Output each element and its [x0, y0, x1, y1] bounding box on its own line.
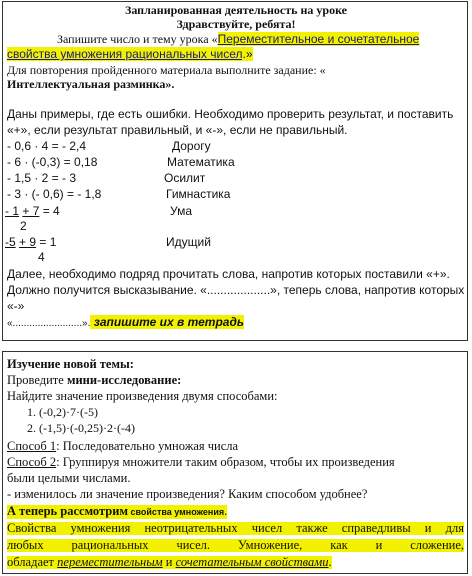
topic-title-part1: Переместительное и сочетательное — [217, 32, 420, 46]
blank-quote: «.........................». — [7, 318, 91, 329]
fraction1-plus: + 7 — [22, 204, 40, 218]
lesson-title: Запланированная деятельность на уроке — [124, 3, 348, 17]
way2-cont: были целыми числами. — [7, 471, 131, 485]
fraction-word-2: Идущий — [166, 235, 211, 249]
example-expr-4: - 3 · (- 0,6) = - 1,8 — [7, 187, 102, 201]
research-line — [7, 374, 181, 387]
review-line1: Для повторения пройденного материала выполните задание: « — [7, 63, 326, 77]
example-expr-2: - 6 · (-0,3) = 0,18 — [7, 155, 98, 169]
fraction1-denominator: 2 — [20, 219, 27, 233]
property-line3-mid: и — [162, 555, 176, 569]
question-line: - изменилось ли значение произведения? Каким способом удобнее? — [7, 487, 368, 501]
product-item-2: 2. (-1,5)·(-0,25)·2·(-4) — [27, 421, 135, 435]
topic-instruction-cont — [7, 48, 253, 61]
fraction-example-2 — [5, 236, 56, 249]
after-line4 — [7, 316, 244, 330]
now-consider-post: . — [224, 504, 228, 518]
now-consider-line — [7, 505, 227, 519]
associative-term: сочетательным свойствами — [175, 555, 329, 569]
review-line2: Интеллектуальная разминка». — [7, 77, 175, 91]
way1-label: Способ 1 — [7, 439, 57, 453]
way1-text: : Последовательно умножая числа — [56, 439, 239, 453]
fraction2-numerator: -5 — [5, 235, 16, 249]
research-pre: Проведите — [7, 373, 67, 387]
fraction1-numerator: - 1 — [5, 204, 20, 218]
example-word-2: Математика — [167, 155, 235, 169]
example-word-1: Дорогу — [172, 139, 211, 153]
fraction2-plus: + 9 — [19, 235, 37, 249]
fraction-example-1 — [5, 205, 60, 218]
way1-line — [7, 440, 238, 453]
example-expr-3: - 1,5 · 2 = - 3 — [7, 171, 77, 185]
fraction-word-1: Ума — [170, 204, 193, 218]
property-line3-post: . — [328, 555, 332, 569]
fraction2-denominator: 4 — [38, 250, 45, 264]
property-line1: Свойства умножения неотрицательных чисел также справедливы и для — [7, 521, 464, 535]
example-word-4: Гимнастика — [166, 187, 231, 201]
product-item-1: 1. (-0,2)·7·(-5) — [27, 405, 98, 419]
fraction2-result: = 1 — [39, 235, 57, 249]
topic-instruction — [57, 33, 419, 46]
way2-line — [7, 456, 395, 469]
topic-instruction-pre: Запишите число и тему урока « — [57, 32, 218, 46]
topic-title-part2: свойства умножения рациональных чисел — [7, 47, 243, 61]
after-line1: Далее, необходимо подряд прочитать слова, напротив которых поставили «+». — [7, 267, 450, 281]
after-line3: «-» — [7, 299, 25, 313]
properties-small: свойства умножения — [127, 507, 225, 517]
task-intro2: «+», если результат правильный, и «-», если не правильный. — [7, 123, 348, 137]
mini-research: мини-исследование: — [66, 373, 182, 387]
greeting: Здравствуйте, ребята! — [176, 17, 296, 31]
new-topic-heading: Изучение новой темы: — [7, 357, 134, 371]
after-line2: Должно получится высказывание. «...................», теперь слова, напротив которых — [7, 283, 465, 297]
property-line2: любых рациональных чисел. Умножение, как и сложение, — [7, 538, 464, 552]
way2-label: Способ 2 — [7, 455, 57, 469]
example-word-3: Осилит — [164, 171, 206, 185]
write-in-notebook: запишите их в тетрадь — [90, 315, 244, 329]
find-value-line: Найдите значение произведения двумя способами: — [7, 389, 278, 403]
task-intro1: Даны примеры, где есть ошибки. Необходимо проверить результат, и поставить — [7, 107, 454, 121]
now-consider: А теперь рассмотрим — [7, 504, 128, 518]
property-line3-pre: обладает — [7, 555, 58, 569]
topic-instruction-post: .» — [242, 47, 253, 61]
property-line3 — [7, 556, 332, 569]
example-expr-1: - 0,6 · 4 = - 2,4 — [7, 139, 87, 153]
commutative-term: переместительным — [57, 555, 163, 569]
fraction1-result: = 4 — [42, 204, 60, 218]
way2-text: : Группируя множители таким образом, чтобы их произведения — [56, 455, 395, 469]
